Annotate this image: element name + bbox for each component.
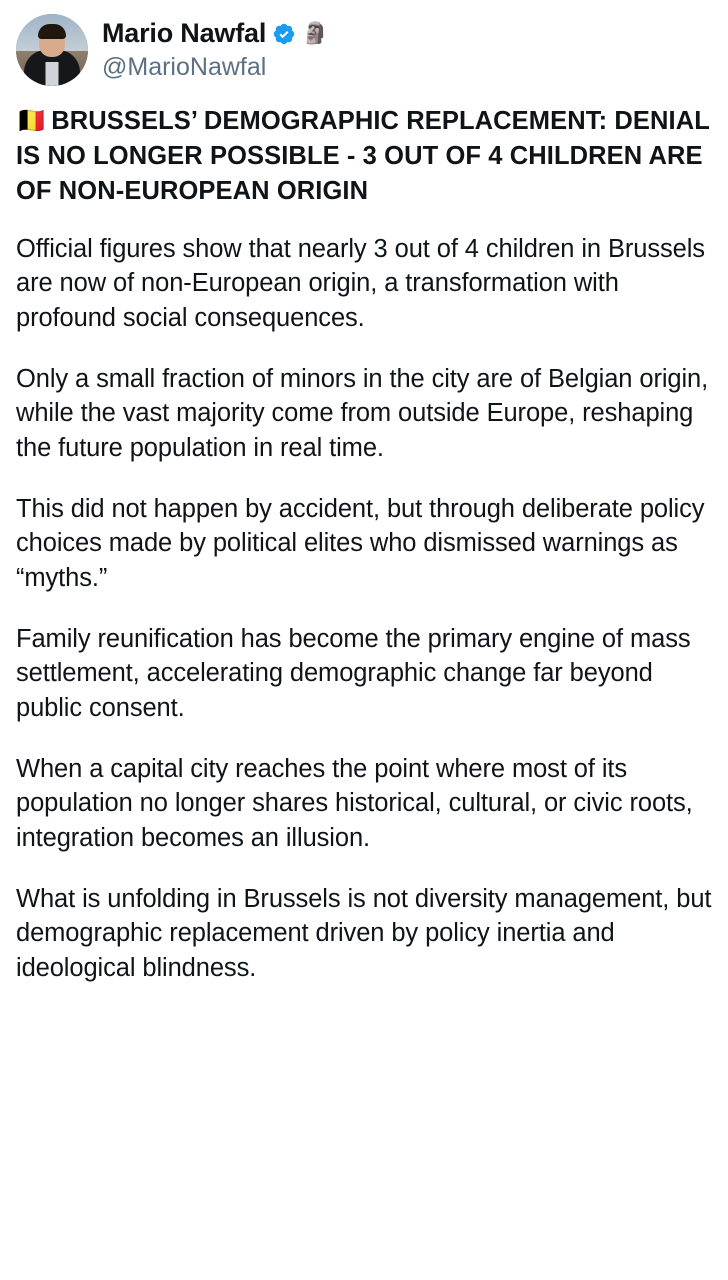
tweet-header [16, 14, 712, 86]
avatar-hair [38, 24, 66, 39]
tweet-headline [16, 104, 712, 210]
tweet-paragraph: This did not happen by accident, but through deliberate policy choices made by political elites who dismissed warnings as “myths.” [16, 494, 705, 592]
moai-emoji-icon: 🗿 [302, 22, 329, 46]
tweet-paragraph: When a capital city reaches the point where most of its population no longer shares historical, cultural, or civic roots, integration becomes an illusion. [16, 754, 693, 852]
tweet-paragraph: Only a small fraction of minors in the city are of Belgian origin, while the vast majority come from outside Europe, reshaping the future population in real time. [16, 364, 709, 462]
avatar-shirt [46, 62, 59, 86]
tweet-headline-text: BRUSSELS’ DEMOGRAPHIC REPLACEMENT: DENIAL IS NO LONGER POSSIBLE - 3 OUT OF 4 CHILDREN ARE OF NON-EUROPEAN ORIGIN [16, 107, 710, 206]
author-handle[interactable]: @MarioNawfal [102, 53, 267, 82]
tweet-paragraph: Official figures show that nearly 3 out of 4 children in Brussels are now of non-European origin, a transformation with profound social consequences. [16, 234, 705, 332]
belgium-flag-icon: 🇧🇪 [16, 107, 48, 135]
avatar[interactable] [16, 14, 88, 86]
verified-badge-icon [272, 22, 296, 46]
author-names [102, 14, 328, 82]
tweet-paragraph: What is unfolding in Brussels is not diversity management, but demographic replacement driven by policy inertia and ideological blindness. [16, 884, 712, 982]
tweet-body [16, 104, 712, 986]
author-display-name[interactable]: Mario Nawfal [102, 18, 267, 48]
author-name-row [102, 18, 328, 49]
tweet-paragraph: Family reunification has become the primary engine of mass settlement, accelerating demographic change far beyond public consent. [16, 624, 691, 722]
